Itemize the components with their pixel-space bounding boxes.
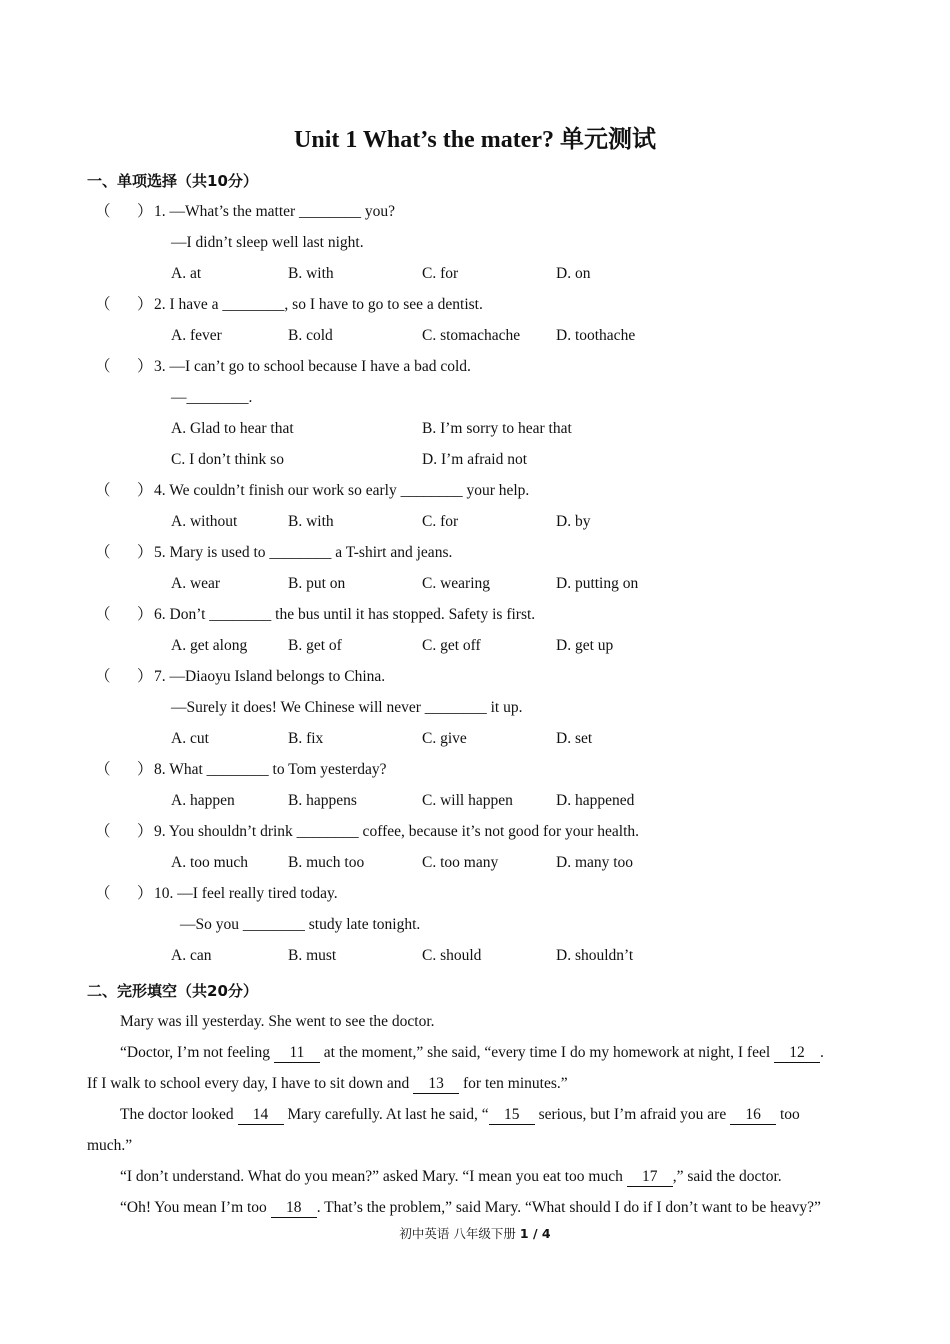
question-text: —Surely it does! We Chinese will never ________ it up. [171,699,523,716]
option-a[interactable]: A. fever [171,327,222,344]
blank-15[interactable]: 15 [489,1106,535,1125]
option-c[interactable]: C. wearing [422,575,491,592]
question-text: 3. —I can’t go to school because I have a bad cold. [154,358,471,375]
question-text: 4. We couldn’t finish our work so early ________ your help. [154,482,530,499]
option-a[interactable]: A. without [171,513,238,530]
option-d[interactable]: D. on [556,265,591,282]
option-d[interactable]: D. happened [556,792,635,809]
answer-bracket[interactable]: （ ） [95,544,153,561]
option-b[interactable]: B. with [288,265,334,282]
cloze-paragraph-3: The doctor looked 14 Mary carefully. At last he said, “ 15 serious, but I’m afraid you are 16 too [120,1106,800,1123]
option-d[interactable]: D. I’m afraid not [422,451,528,468]
cloze-paragraph-2: “Doctor, I’m not feeling 11 at the moment,” she said, “every time I do my homework at night, I feel 12 . [120,1044,824,1061]
section-heading-multiple-choice: 一、单项选择（共10分） [87,172,258,190]
option-c[interactable]: C. I don’t think so [171,451,284,468]
answer-bracket[interactable]: （ ） [95,761,153,778]
option-b[interactable]: B. I’m sorry to hear that [422,420,572,437]
page-number: 1 / 4 [519,1226,551,1241]
answer-bracket[interactable]: （ ） [95,203,153,220]
question-text: 10. —I feel really tired today. [154,885,338,902]
option-a[interactable]: A. get along [171,637,248,654]
blank-16[interactable]: 16 [730,1106,776,1125]
footer-subject: 初中英语 八年级下册 [399,1226,516,1241]
answer-bracket[interactable]: （ ） [95,358,153,375]
page-title: Unit 1 What’s the mater? 单元测试 [294,127,656,153]
question-text: —I didn’t sleep well last night. [171,234,364,251]
question-text: 2. I have a ________, so I have to go to see a dentist. [154,296,483,313]
option-d[interactable]: D. toothache [556,327,636,344]
option-a[interactable]: A. can [171,947,212,964]
question-text: —________. [171,389,253,406]
section-heading-cloze: 二、完形填空（共20分） [87,982,258,1000]
option-d[interactable]: D. putting on [556,575,639,592]
option-c[interactable]: C. should [422,947,482,964]
option-d[interactable]: D. many too [556,854,634,871]
page-footer [0,1224,950,1244]
cloze-paragraph-4: “I don’t understand. What do you mean?” asked Mary. “I mean you eat too much 17 ,” said the doctor. [120,1168,782,1185]
answer-bracket[interactable]: （ ） [95,823,153,840]
option-b[interactable]: B. cold [288,327,333,344]
answer-bracket[interactable]: （ ） [95,606,153,623]
option-b[interactable]: B. must [288,947,337,964]
option-a[interactable]: A. at [171,265,202,282]
option-c[interactable]: C. get off [422,637,481,654]
option-b[interactable]: B. with [288,513,334,530]
option-b[interactable]: B. happens [288,792,357,809]
cloze-paragraph-1: Mary was ill yesterday. She went to see the doctor. [120,1013,435,1030]
blank-12[interactable]: 12 [774,1044,820,1063]
blank-11[interactable]: 11 [274,1044,320,1063]
option-d[interactable]: D. shouldn’t [556,947,634,964]
cloze-paragraph-5: “Oh! You mean I’m too 18 . That’s the problem,” said Mary. “What should I do if I don’t want to be heavy?” [120,1199,821,1216]
blank-18[interactable]: 18 [271,1199,317,1218]
option-a[interactable]: A. cut [171,730,209,747]
option-d[interactable]: D. get up [556,637,614,654]
option-b[interactable]: B. fix [288,730,324,747]
option-a[interactable]: A. too much [171,854,249,871]
question-text: 6. Don’t ________ the bus until it has stopped. Safety is first. [154,606,536,623]
option-c[interactable]: C. too many [422,854,499,871]
question-text: —So you ________ study late tonight. [180,916,421,933]
blank-14[interactable]: 14 [238,1106,284,1125]
blank-13[interactable]: 13 [413,1075,459,1094]
option-b[interactable]: B. much too [288,854,365,871]
option-c[interactable]: C. stomachache [422,327,521,344]
option-a[interactable]: A. wear [171,575,221,592]
question-text: 7. —Diaoyu Island belongs to China. [154,668,386,685]
option-a[interactable]: A. happen [171,792,235,809]
option-b[interactable]: B. put on [288,575,346,592]
question-text: 9. You shouldn’t drink ________ coffee, because it’s not good for your health. [154,823,640,840]
option-b[interactable]: B. get of [288,637,342,654]
option-c[interactable]: C. will happen [422,792,513,809]
question-text: 1. —What’s the matter ________ you? [154,203,396,220]
question-text: 5. Mary is used to ________ a T-shirt and jeans. [154,544,453,561]
option-c[interactable]: C. for [422,513,459,530]
option-a[interactable]: A. Glad to hear that [171,420,294,437]
answer-bracket[interactable]: （ ） [95,668,153,685]
blank-17[interactable]: 17 [627,1168,673,1187]
question-text: 8. What ________ to Tom yesterday? [154,761,387,778]
option-d[interactable]: D. by [556,513,591,530]
answer-bracket[interactable]: （ ） [95,482,153,499]
option-d[interactable]: D. set [556,730,593,747]
option-c[interactable]: C. give [422,730,467,747]
answer-bracket[interactable]: （ ） [95,885,153,902]
cloze-paragraph-2-cont: If I walk to school every day, I have to sit down and 13 for ten minutes.” [87,1075,568,1092]
cloze-paragraph-3-cont: much.” [87,1137,133,1154]
answer-bracket[interactable]: （ ） [95,296,153,313]
option-c[interactable]: C. for [422,265,459,282]
